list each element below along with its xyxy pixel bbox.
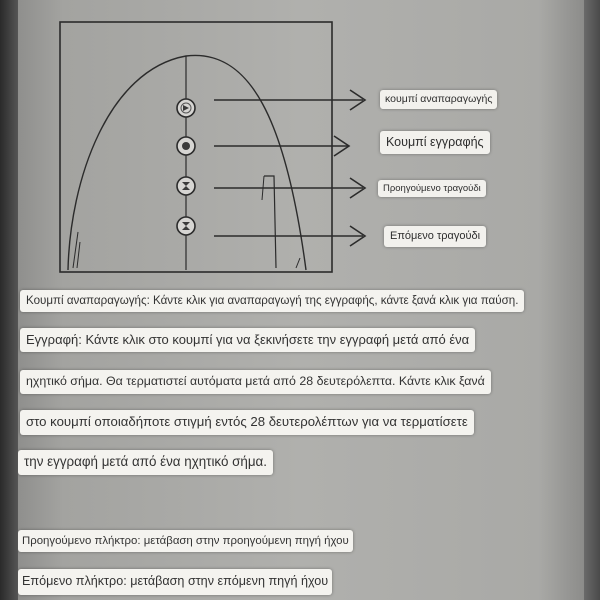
previous-key-description: Προηγούμενο πλήκτρο: μετάβαση στην προηγούμενη πηγή ήχου [18, 530, 353, 552]
page-left-shadow [0, 0, 18, 600]
device-foot-mark [296, 258, 300, 268]
device-outline [68, 55, 306, 270]
next-button-icon [177, 217, 195, 235]
record-button-label: Κουμπί εγγραφής [380, 131, 490, 154]
device-diagram [18, 0, 584, 285]
previous-song-label: Προηγούμενο τραγούδι [378, 180, 486, 197]
manual-page [18, 0, 584, 600]
record-description-line: ηχητικό σήμα. Θα τερματιστεί αυτόματα μετά από 28 δευτερόλεπτα. Κάντε κλικ ξανά [20, 370, 491, 394]
play-button-icon [177, 99, 195, 117]
play-button-label: κουμπί αναπαραγωγής [380, 90, 497, 109]
record-button-icon [177, 137, 195, 155]
device-foot-mark [77, 242, 80, 268]
next-song-label: Επόμενο τραγούδι [384, 226, 486, 247]
device-illustration [18, 0, 584, 285]
page-right-shadow [584, 0, 600, 600]
previous-button-icon [177, 177, 195, 195]
device-side-panel [264, 176, 276, 268]
diagram-frame [60, 22, 332, 272]
record-description-line: Εγγραφή: Κάντε κλικ στο κουμπί για να ξεκινήσετε την εγγραφή μετά από ένα [20, 328, 475, 352]
record-description-line: την εγγραφή μετά από ένα ηχητικό σήμα. [18, 450, 273, 475]
play-description: Κουμπί αναπαραγωγής: Κάντε κλικ για αναπαραγωγή της εγγραφής, κάντε ξανά κλικ για παύση. [20, 290, 524, 312]
next-key-description: Επόμενο πλήκτρο: μετάβαση στην επόμενη πηγή ήχου [18, 569, 332, 595]
record-description-line: στο κουμπί οποιαδήποτε στιγμή εντός 28 δευτερολέπτων για να τερματίσετε [20, 410, 474, 435]
